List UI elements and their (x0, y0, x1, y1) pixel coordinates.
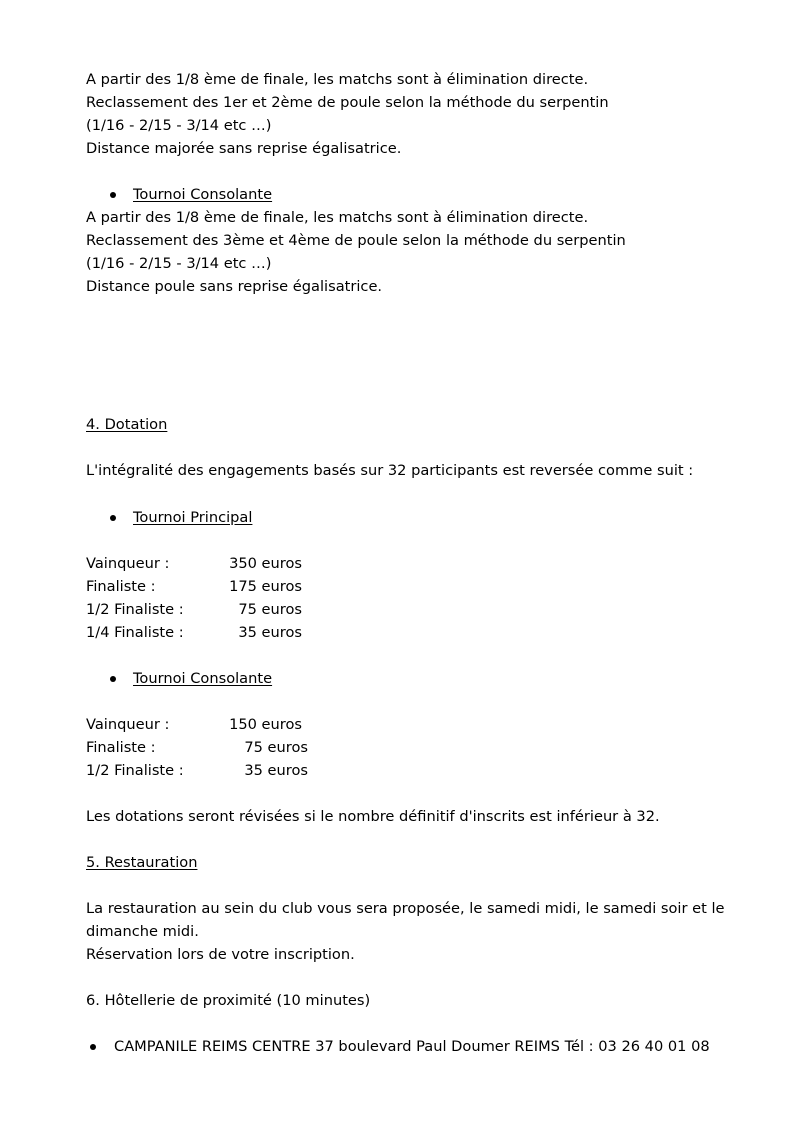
consolante-row-3 (86, 759, 308, 782)
row-amount: 75 euros (238, 601, 302, 618)
row-label: Finaliste : (86, 578, 156, 595)
row-label: 1/2 Finaliste : (86, 601, 184, 618)
dotation-heading: 4. Dotation (86, 416, 168, 433)
hotel-item-1: CAMPANILE REIMS CENTRE 37 boulevard Paul Doumer REIMS Tél : 03 26 40 01 08 (114, 1038, 710, 1055)
consolante-rules-heading: Tournoi Consolante (133, 186, 273, 203)
principal-heading: Tournoi Principal (133, 509, 253, 526)
principal-row-4 (86, 621, 302, 644)
consolante-line-4: Distance poule sans reprise égalisatrice. (86, 278, 383, 295)
row-label: Vainqueur : (86, 716, 170, 733)
principal-row-1 (86, 552, 302, 575)
principal-row-3 (86, 598, 302, 621)
intro-line-2: Reclassement des 1er et 2ème de poule selon la méthode du serpentin (86, 94, 609, 111)
row-label: 1/2 Finaliste : (86, 762, 184, 779)
row-amount: 35 euros (244, 762, 308, 779)
row-label: Finaliste : (86, 739, 156, 756)
intro-line-4: Distance majorée sans reprise égalisatrice. (86, 140, 402, 157)
row-amount: 350 euros (229, 555, 302, 572)
restauration-line-1: La restauration au sein du club vous sera proposée, le samedi midi, le samedi soir et le (86, 900, 725, 917)
consolante-row-1 (86, 713, 302, 736)
row-amount: 75 euros (244, 739, 308, 756)
bullet-icon (110, 515, 116, 521)
row-amount: 35 euros (238, 624, 302, 641)
consolante-row-2 (86, 736, 308, 759)
restauration-line-3: Réservation lors de votre inscription. (86, 946, 355, 963)
dotation-note: Les dotations seront révisées si le nombre définitif d'inscrits est inférieur à 32. (86, 808, 660, 825)
restauration-heading: 5. Restauration (86, 854, 198, 871)
dotation-intro: L'intégralité des engagements basés sur 32 participants est reversée comme suit : (86, 462, 694, 479)
consolante-line-1: A partir des 1/8 ème de finale, les matchs sont à élimination directe. (86, 209, 589, 226)
row-label: 1/4 Finaliste : (86, 624, 184, 641)
consolante-line-3: (1/16 - 2/15 - 3/14 etc …) (86, 255, 272, 272)
principal-row-2 (86, 575, 302, 598)
hotellerie-heading: 6. Hôtellerie de proximité (10 minutes) (86, 992, 371, 1009)
intro-line-1: A partir des 1/8 ème de finale, les matchs sont à élimination directe. (86, 71, 589, 88)
bullet-icon (110, 676, 116, 682)
bullet-icon (110, 192, 116, 198)
row-amount: 150 euros (229, 716, 302, 733)
intro-line-3: (1/16 - 2/15 - 3/14 etc …) (86, 117, 272, 134)
consolante-line-2: Reclassement des 3ème et 4ème de poule selon la méthode du serpentin (86, 232, 626, 249)
row-label: Vainqueur : (86, 555, 170, 572)
consolante-heading: Tournoi Consolante (133, 670, 273, 687)
bullet-icon (90, 1044, 96, 1050)
row-amount: 175 euros (229, 578, 302, 595)
restauration-line-2: dimanche midi. (86, 923, 199, 940)
